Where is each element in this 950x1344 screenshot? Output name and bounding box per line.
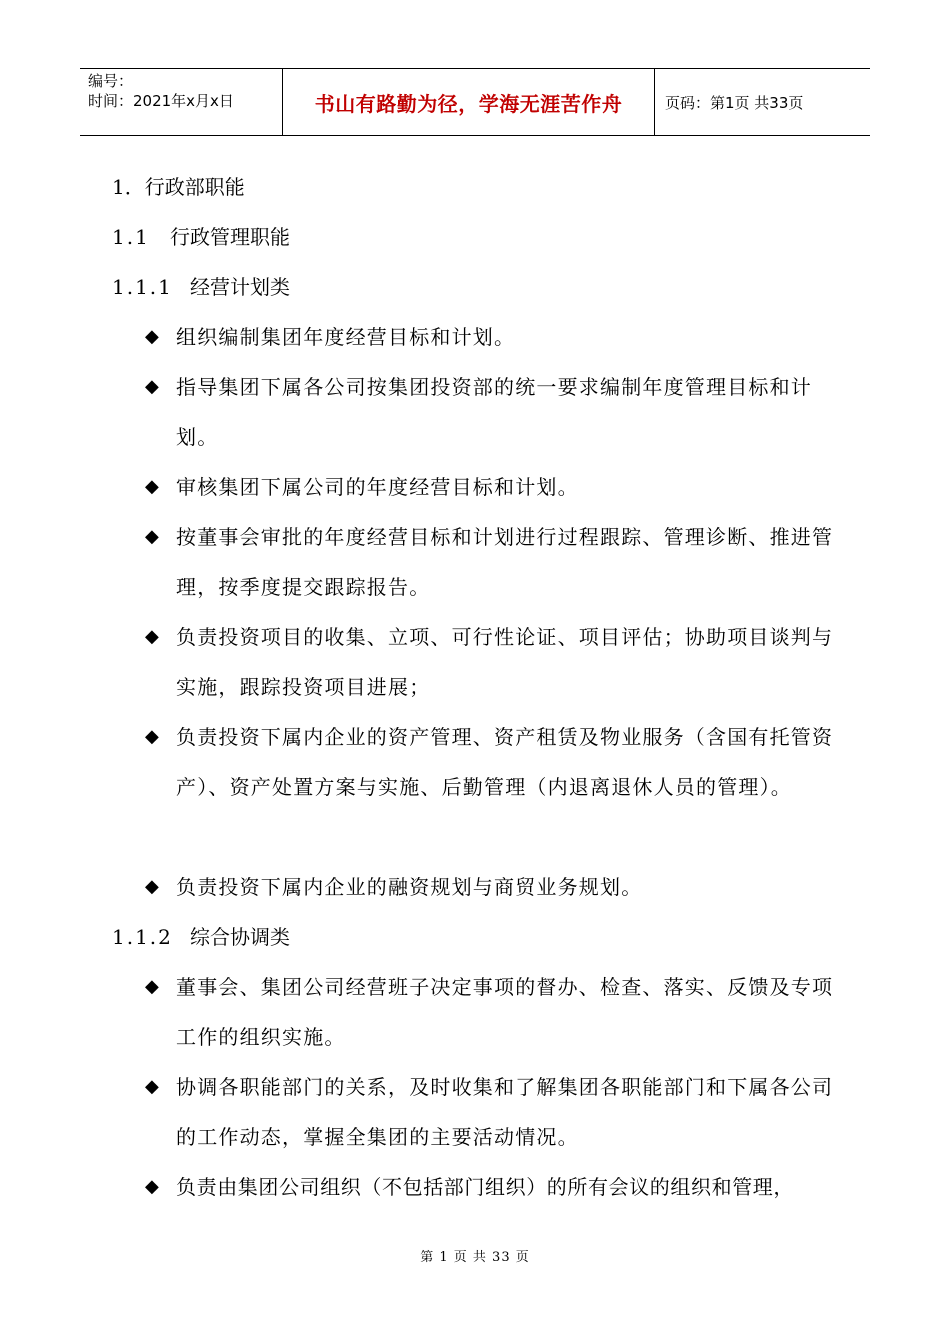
diamond-bullet-icon: ◆ — [145, 476, 159, 497]
diamond-bullet-icon: ◆ — [145, 1176, 159, 1197]
diamond-bullet-icon: ◆ — [145, 626, 159, 647]
diamond-bullet-icon: ◆ — [145, 976, 159, 997]
header-page-label: 页码：第1页 共33页 — [665, 93, 804, 112]
section-heading-1-1-2 — [112, 912, 290, 962]
header-motto: 书山有路勤为径，学海无涯苦作舟 — [314, 91, 623, 116]
section-heading-1-1 — [112, 212, 290, 262]
list-item — [145, 1062, 845, 1162]
list-item — [145, 862, 845, 912]
section-title: 行政管理职能 — [170, 225, 290, 249]
list-item — [145, 462, 845, 512]
list-item-text: 负责投资下属内企业的资产管理、资产租赁及物业服务（含国有托管资产）、资产处置方案与实施、后勤管理（内退离退休人员的管理）。 — [176, 725, 834, 799]
list-item-text: 负责由集团公司组织（不包括部门组织）的所有会议的组织和管理， — [176, 1175, 794, 1199]
list-item-text: 审核集团下属公司的年度经营目标和计划。 — [176, 475, 579, 499]
list-item — [145, 612, 845, 712]
section-number: 1.1 — [112, 225, 150, 249]
diamond-bullet-icon: ◆ — [145, 326, 159, 347]
document-date-label: 时间：2021年x月x日 — [88, 92, 234, 110]
diamond-bullet-icon: ◆ — [145, 526, 159, 547]
page-header — [80, 68, 870, 136]
list-item-text: 协调各职能部门的关系，及时收集和了解集团各职能部门和下属各公司的工作动态，掌握全集团的主要活动情况。 — [176, 1075, 834, 1149]
list-item — [145, 362, 845, 462]
section-title: 经营计划类 — [190, 275, 290, 299]
header-page-cell — [655, 69, 870, 135]
footer-page-number: 第 1 页 共 33 页 — [420, 1250, 530, 1265]
diamond-bullet-icon: ◆ — [145, 726, 159, 747]
list-item — [145, 1162, 845, 1212]
list-item — [145, 712, 845, 812]
list-item-text: 指导集团下属各公司按集团投资部的统一要求编制年度管理目标和计划。 — [176, 375, 812, 449]
list-item-text: 董事会、集团公司经营班子决定事项的督办、检查、落实、反馈及专项工作的组织实施。 — [176, 975, 834, 1049]
section-title: 综合协调类 — [190, 925, 290, 949]
diamond-bullet-icon: ◆ — [145, 876, 159, 897]
header-meta-cell — [80, 69, 282, 135]
section-number: 1． — [112, 175, 145, 199]
page-footer — [0, 1246, 950, 1265]
diamond-bullet-icon: ◆ — [145, 376, 159, 397]
section-heading-1 — [112, 162, 245, 212]
section-heading-1-1-1 — [112, 262, 290, 312]
list-item-text: 组织编制集团年度经营目标和计划。 — [176, 325, 516, 349]
section-number: 1.1.2 — [112, 925, 173, 949]
diamond-bullet-icon: ◆ — [145, 1076, 159, 1097]
list-item-text: 负责投资下属内企业的融资规划与商贸业务规划。 — [176, 875, 643, 899]
header-motto-cell — [282, 69, 655, 135]
list-item-text: 负责投资项目的收集、立项、可行性论证、项目评估；协助项目谈判与实施，跟踪投资项目进展； — [176, 625, 834, 699]
section-title: 行政部职能 — [144, 175, 245, 199]
list-item — [145, 512, 845, 612]
list-item-text: 按董事会审批的年度经营目标和计划进行过程跟踪、管理诊断、推进管理，按季度提交跟踪报告。 — [176, 525, 834, 599]
section-number: 1.1.1 — [112, 275, 173, 299]
list-item — [145, 312, 845, 362]
document-number-label: 编号： — [88, 72, 134, 90]
list-item — [145, 962, 845, 1062]
